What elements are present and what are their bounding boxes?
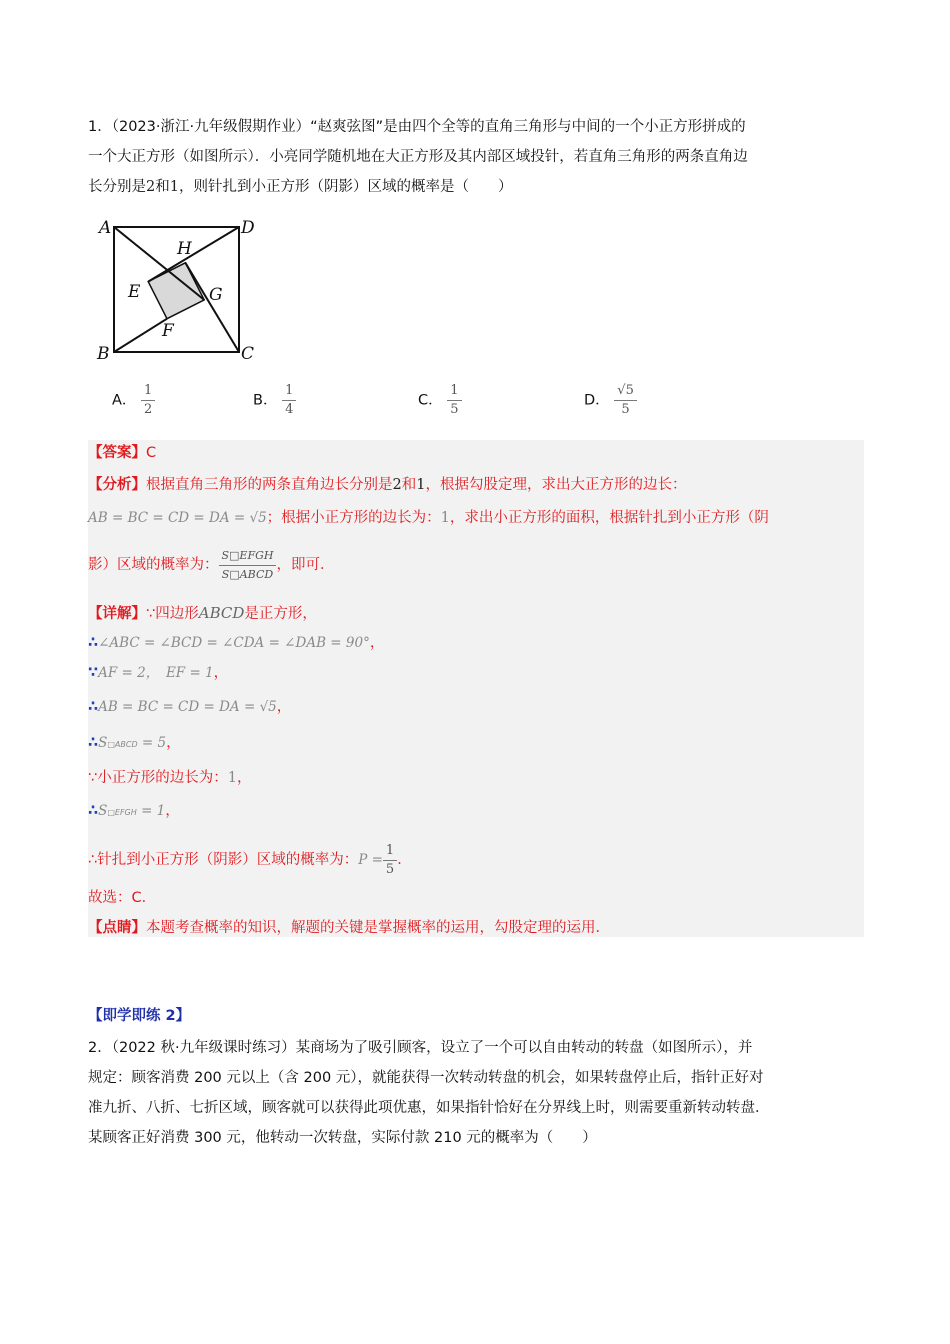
detail-comma: ，	[213, 665, 229, 681]
q1-line-3	[88, 177, 512, 197]
comment-line	[88, 918, 610, 938]
area-s: S	[98, 803, 108, 819]
detail-comma: ，	[276, 699, 292, 715]
q1-line-2: 一个大正方形（如图所示）．小亮同学随机地在大正方形及其内部区域投针，若直角三角形的两条直角边	[88, 149, 748, 165]
label-F: F	[162, 321, 174, 341]
option-b-letter: B．	[253, 392, 278, 409]
q2-line-3: 准九折、八折、七折区域，顾客就可以获得此项优惠，如果指针恰好在分界线上时，则需要重新转动转盘．	[88, 1100, 770, 1116]
q1-leg-1: 1	[169, 179, 179, 195]
detail-line-2	[88, 633, 384, 653]
q1-line-3-text-c: ，则针扎到小正方形（阴影）区域的概率是（ ）	[178, 179, 513, 195]
detail-comma: ，	[165, 803, 180, 819]
q1-line-1: 1．（2023·浙江·九年级假期作业）“赵爽弦图”是由四个全等的直角三角形与中间的一个小正方形拼成的	[88, 119, 746, 135]
detail-comma: ，	[236, 770, 252, 786]
detail-side-1: 1	[227, 770, 237, 786]
detail-line-4	[88, 697, 291, 717]
area-value-5: = 5	[137, 735, 167, 751]
analysis-num-1: 1	[416, 477, 426, 493]
label-B: B	[97, 344, 110, 364]
detail-period: ．	[397, 852, 412, 868]
choose-line: 故选：C．	[88, 890, 157, 906]
option-a-fraction: $\frac{1}{2}$	[141, 382, 155, 419]
comment-text: 本题考查概率的知识，解题的关键是掌握概率的运用，勾股定理的运用．	[146, 920, 610, 936]
detail-angles: ∠ABC = ∠BCD = ∠CDA = ∠DAB = 90°	[98, 635, 370, 651]
answer-line	[88, 443, 156, 463]
detail-line-8	[88, 838, 412, 882]
q1-leg-2: 2	[146, 179, 156, 195]
detail-text-1a: ∵四边形	[146, 606, 199, 622]
comment-tag: 【点睛】	[88, 920, 146, 936]
label-G: G	[209, 285, 223, 305]
analysis-text-1c: 和	[401, 477, 417, 493]
segment-BF	[114, 319, 167, 352]
option-a[interactable]	[112, 382, 155, 419]
detail-af-ef: AF = 2， EF = 1	[98, 665, 214, 681]
q1-line-3-text-b: 和	[155, 179, 170, 195]
option-a-letter: A．	[112, 392, 137, 409]
detail-text-1b: 是正方形，	[244, 606, 317, 622]
option-c-fraction: $\frac{1}{5}$	[447, 382, 461, 419]
detail-sides: AB = BC = CD = DA = √5	[98, 699, 277, 715]
probability-p: P =	[358, 852, 383, 868]
segment-CH	[185, 263, 239, 352]
analysis-side-formula: AB = BC = CD = DA = √5	[88, 510, 267, 526]
probability-fraction: $\frac{1}{5}$	[383, 842, 397, 879]
analysis-num-2: 2	[392, 477, 402, 493]
label-H: H	[177, 239, 192, 259]
detail-text-6a: ∵小正方形的边长为：	[88, 770, 228, 786]
option-c[interactable]	[418, 382, 462, 419]
analysis-text-1a: 根据直角三角形的两条直角边长分别是	[146, 477, 393, 493]
label-C: C	[241, 344, 255, 364]
therefore-symbol: ∴	[88, 635, 99, 651]
detail-comma: ，	[166, 735, 181, 751]
q2-line-4: 某顾客正好消费 300 元，他转动一次转盘，实际付款 210 元的概率为（ ）	[88, 1130, 597, 1146]
option-b[interactable]	[253, 382, 296, 419]
option-b-fraction: $\frac{1}{4}$	[282, 382, 296, 419]
q2-line-2: 规定：顾客消费 200 元以上（含 200 元），就能获得一次转动转盘的机会，如果转盘停止后，指针正好对	[88, 1070, 764, 1086]
area-subscript-abcd: □ABCD	[107, 740, 138, 749]
area-s: S	[98, 735, 108, 751]
therefore-symbol: ∴	[88, 699, 99, 715]
detail-abcd: ABCD	[198, 604, 245, 622]
option-d-fraction: $\frac{√5}{5}$	[614, 382, 637, 419]
option-d[interactable]	[584, 382, 637, 419]
detail-comma: ，	[369, 635, 385, 651]
analysis-line-2	[88, 508, 769, 528]
option-d-letter: D．	[584, 392, 610, 409]
analysis-line-3	[88, 543, 334, 587]
analysis-text-3a: 影）区域的概率为：	[88, 557, 219, 573]
q1-line-3-text-a: 长分别是	[88, 179, 146, 195]
detail-line-3	[88, 663, 228, 683]
therefore-symbol: ∴	[88, 735, 99, 751]
area-value-1: = 1	[136, 803, 166, 819]
analysis-num-side: 1	[440, 510, 450, 526]
label-A: A	[99, 218, 112, 238]
small-square-shaded	[148, 263, 204, 319]
option-c-letter: C．	[418, 392, 443, 409]
because-symbol: ∵	[88, 665, 99, 681]
label-D: D	[241, 218, 255, 238]
zhao-shuang-figure	[96, 212, 266, 367]
practice-heading: 【即学即练 2】	[88, 1008, 191, 1024]
analysis-text-3b: ，即可．	[276, 557, 335, 573]
analysis-text-2a: ；根据小正方形的边长为：	[266, 510, 441, 526]
detail-line-1	[88, 603, 317, 624]
therefore-symbol: ∴	[88, 803, 99, 819]
q2-line-1: 2．（2022 秋·九年级课时练习）某商场为了吸引顾客，设立了一个可以自由转动的转盘（如图所示），并	[88, 1040, 753, 1056]
analysis-text-1e: ，根据勾股定理，求出大正方形的边长：	[425, 477, 687, 493]
detail-tag: 【详解】	[88, 606, 146, 622]
analysis-text-2c: ，求出小正方形的面积，根据针扎到小正方形（阴	[449, 510, 769, 526]
detail-line-6	[88, 768, 251, 788]
analysis-tag: 【分析】	[88, 477, 146, 493]
answer-tag: 【答案】	[88, 445, 146, 461]
segment-DE	[148, 227, 239, 282]
analysis-ratio-fraction: $\frac{\text{S□EFGH}}{\text{S□ABCD}}$	[219, 547, 277, 584]
detail-line-5	[88, 733, 181, 755]
answer-value: C	[146, 445, 157, 461]
label-E: E	[128, 282, 141, 302]
area-subscript-efgh: □EFGH	[107, 808, 137, 817]
detail-line-7	[88, 801, 180, 823]
analysis-line-1	[88, 475, 686, 495]
detail-text-8a: ∴针扎到小正方形（阴影）区域的概率为：	[88, 852, 359, 868]
